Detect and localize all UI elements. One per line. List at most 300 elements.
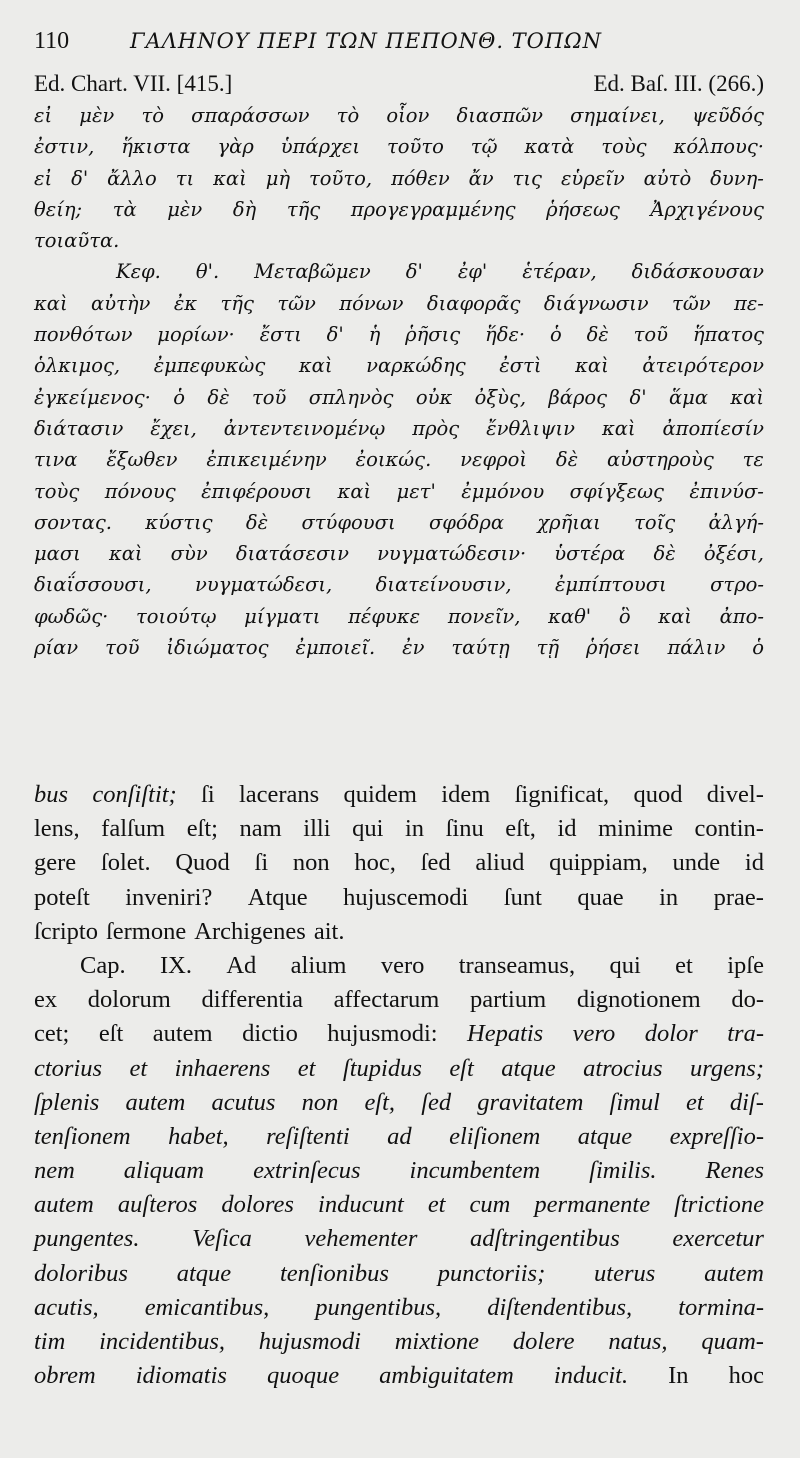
greek-word: ἑτέραν, [522,260,597,284]
greek-word: χρῆιαι [537,510,601,534]
greek-word: τῆς [220,291,254,315]
greek-word: καὶ [34,291,68,315]
greek-word: διατείνουσιν, [375,573,512,597]
latin-word: ad [387,1122,412,1150]
greek-word: πόνους [104,479,176,503]
greek-word: πάλιν [667,636,726,660]
latin-word: Hepatis [467,1020,544,1048]
page-header [34,28,764,68]
greek-word: σφόδρα [428,510,505,534]
greek-word: τοῦτο, [309,166,373,190]
latin-word: hoc, [354,849,396,877]
greek-word: ταύτῃ [451,636,510,660]
greek-word: διατάσεσιν [235,542,349,566]
latin-word: incumbentem [409,1157,541,1185]
greek-word: μετ' [396,479,436,503]
greek-word: εἰ [34,166,53,190]
latin-word: partium [469,986,547,1014]
greek-text-line [34,382,764,413]
greek-word: τοῖς [634,510,676,534]
latin-word: Ad [226,951,257,979]
latin-word: In [668,1362,689,1390]
latin-word: autem [152,1020,213,1048]
greek-word: τοὺς [601,135,647,159]
latin-word: autem [704,1259,764,1287]
greek-word: ὑστέρα [554,542,626,566]
latin-word: quippiam, [549,849,648,877]
greek-word: πε- [734,291,764,315]
greek-word: εἰ [34,104,53,127]
edition-chartier: Ed. Chart. VII. [415.] [34,71,233,96]
greek-word: τινα [34,448,78,472]
latin-text-line [34,1188,764,1222]
latin-word: quae [577,883,624,911]
greek-word: καὶ [213,166,247,190]
greek-word: ῥήσεως [546,197,620,221]
edition-basel: Ed. Baſ. III. (266.) [593,71,764,96]
latin-word: hujusmodi: [327,1020,438,1048]
latin-word: exercetur [672,1225,764,1253]
latin-word: Quod [175,849,230,877]
greek-word: ἥκιστα [121,135,191,159]
greek-word: νυγματώδεσιν· [377,542,527,566]
greek-word: ἐμπεφυκὼς [153,354,266,378]
greek-word: πόθεν [391,166,450,190]
latin-word: diſ- [729,1088,764,1116]
latin-word: ſplenis [34,1088,100,1116]
greek-word: ἐστὶ [499,354,542,378]
greek-word: δὴ [232,197,257,221]
greek-word: θ'. [195,260,220,284]
greek-word: αὐτὴν [91,291,151,315]
greek-word: νεφροὶ [460,448,527,472]
greek-word: μορίων· [157,323,235,347]
greek-word: οὐκ [415,385,453,409]
latin-word: nem [34,1157,75,1185]
latin-text-line [34,1222,764,1256]
latin-word: prae- [713,883,764,911]
greek-word: ἐπιφέρουσι [201,479,313,503]
latin-word: dolor [644,1020,698,1048]
greek-word: ἔνθλιψιν [486,416,575,440]
latin-word: ipſe [727,951,764,979]
greek-word: πονεῖν, [447,604,521,628]
latin-word: do- [731,986,764,1014]
latin-word: dictio [242,1020,298,1048]
greek-word: θείη; [34,197,83,221]
greek-word: ὁλκιμος, [34,354,121,378]
latin-word: adſtringentibus [470,1225,620,1253]
greek-word: τῷ [470,135,498,159]
greek-word: καὶ [108,542,143,566]
latin-word: vehementer [304,1225,418,1253]
greek-word: εὑρεῖν [560,166,625,190]
greek-word: καὶ [337,479,372,503]
greek-word: γὰρ [217,135,254,159]
greek-word: ἥδε· [485,323,526,347]
latin-word: atque [577,1122,633,1150]
greek-word: τοιούτῳ [136,604,217,628]
latin-word: lacerans [238,781,320,808]
latin-word: nam [239,815,282,843]
greek-word: ἀποπίεσίν [662,416,764,440]
greek-word: διασπῶν [456,104,543,127]
greek-word: ρίαν [34,636,79,660]
latin-word: permanente [534,1191,651,1219]
latin-word: Atque [247,883,308,911]
greek-word: τῆς [286,197,321,221]
latin-word: tormina- [678,1293,764,1321]
latin-word: quod [633,781,683,808]
greek-word: δὲ [586,323,609,347]
latin-word: Renes [705,1157,764,1185]
greek-word: τις [512,166,542,190]
greek-word: ὀξέσι, [703,542,764,566]
greek-word: τὸ [141,104,164,127]
greek-word: ἐγκείμενος· [34,385,151,409]
greek-word: δ' [629,385,647,409]
latin-word: et [675,951,693,979]
latin-word: et [297,1054,316,1082]
greek-word: πέφυκε [348,604,421,628]
latin-word: ſi [201,781,215,808]
latin-word: inducunt [318,1191,404,1219]
latin-word: et [129,1054,148,1082]
greek-word: τοῦ [252,385,287,409]
latin-text-line [34,1325,764,1359]
latin-word: ſed [420,849,451,877]
greek-word: διάτασιν [34,416,124,440]
greek-word: ἀτειρότερον [642,354,764,378]
latin-word: inveniri? [125,883,213,911]
greek-word: ἐοικώς. [355,448,432,472]
latin-text-line [34,983,764,1017]
latin-word: falſum [101,815,166,843]
latin-word: mixtione [394,1328,480,1355]
greek-word: μὲν [79,104,115,127]
latin-word: ſcripto [34,917,98,945]
latin-word: ſi [254,849,269,877]
edition-line [34,70,764,98]
latin-word: ambiguitatem [379,1362,514,1390]
greek-word: καὶ [730,385,764,409]
latin-word: dolorum [87,986,171,1014]
greek-word: Μεταβῶμεν [254,260,371,284]
greek-word: ἄλλο [107,166,157,190]
greek-word: ὑπάρχει [280,135,360,159]
latin-word: minime [598,815,673,843]
greek-word: σοντας. [34,510,112,534]
greek-word: διαΐσσουσι, [34,573,152,597]
greek-text-line [34,256,764,287]
greek-word: καθ' [548,604,592,628]
greek-word: ἐστιν, [34,135,95,159]
latin-word: uterus [594,1259,656,1287]
latin-word: ctorius [34,1054,103,1082]
latin-word: ſignificat, [514,781,610,808]
greek-word: σφίγξεως [569,479,664,503]
greek-text-line [34,131,764,162]
latin-text-line [34,812,764,846]
latin-text-line [34,1052,764,1086]
greek-word: πόνων [339,291,404,315]
greek-word: ῥήσει [585,636,641,660]
greek-word: ἥπατος [692,323,764,347]
greek-text-line [34,569,764,600]
latin-word: tim [34,1328,66,1355]
latin-word: non [301,1088,339,1116]
greek-word: ὁ [549,323,562,347]
latin-word: tenſionibus [280,1259,389,1287]
latin-word: conſiſtit; [92,781,177,808]
greek-word: αὐτὸ [643,166,692,190]
latin-word: habet, [168,1122,229,1150]
latin-word: ſimul [609,1088,660,1116]
greek-word: φωδῶς· [34,604,109,628]
greek-word: ὁ [752,636,764,660]
greek-word: τοὺς [34,479,80,503]
latin-text-line [34,778,764,812]
greek-text-line [34,100,764,131]
latin-text-line [34,1257,764,1291]
greek-word: μασι [34,542,81,566]
latin-word: dignotionem [576,986,701,1014]
latin-word: dolere [512,1328,575,1355]
latin-word: eſt, [505,815,536,843]
greek-text-line [34,194,764,225]
greek-word: ἔχει, [150,416,197,440]
greek-text-line [34,163,764,194]
greek-word: τὰ [112,197,137,221]
latin-word: in [404,815,425,843]
latin-word: hujuscemodi [343,883,469,911]
latin-word: differentia [201,986,304,1014]
greek-word: αὐστηροὺς [606,448,714,472]
greek-word: τε [742,448,764,472]
latin-word: idem [441,781,491,808]
latin-text-line [34,881,764,915]
greek-word: μίγματι [244,604,321,628]
latin-word: ex [34,986,58,1014]
latin-word: cum [469,1191,511,1219]
greek-text-line [34,507,764,538]
greek-word: στρο- [710,573,764,597]
latin-word: cet; [34,1020,70,1048]
greek-word: νυγματώδεσι, [194,573,333,597]
latin-word: ſtupidus [342,1054,422,1082]
latin-word: affectarum [333,986,440,1014]
latin-word: ſermone [105,917,187,945]
greek-text-line [34,350,764,381]
latin-word: aliud [475,849,525,877]
latin-word: unde [672,849,721,877]
greek-word: προγεγραμμένης [350,197,516,221]
latin-word: poteſt [34,883,90,911]
greek-word: στύφουσι [301,510,396,534]
greek-word: ἄν [468,166,494,190]
latin-word: bus [34,781,69,808]
latin-word: ſtrictione [674,1191,764,1219]
greek-word: ἐπικειμένην [206,448,327,472]
greek-word: καὶ [298,354,333,378]
running-title: ΓΑΛΗΝΟΥ ΠΕΡΙ ΤΩΝ ΠΕΠΟΝΘ. ΤΟΠΩΝ [130,29,602,53]
greek-word: ἐκ [173,291,198,315]
latin-word: atque [501,1054,556,1082]
greek-word: οἷον [386,104,430,127]
latin-word: lens, [34,815,80,843]
greek-word: τοιαῦτα. [34,229,120,253]
latin-word: Cap. [80,951,126,979]
greek-text-line [34,601,764,632]
latin-word: pungentes. [34,1225,140,1253]
greek-word: βάρος [548,385,608,409]
greek-word: πρὸς [412,416,460,440]
greek-word: ὀξὺς, [474,385,527,409]
latin-word: inhaerens [174,1054,271,1082]
latin-word: expreſſio- [669,1122,764,1150]
greek-word: καὶ [601,416,636,440]
greek-text-line [34,632,764,663]
greek-word: ἐπινύσ- [689,479,764,503]
greek-word: τι [175,166,195,190]
greek-word: ἐφ' [457,260,488,284]
greek-text-line [34,476,764,507]
greek-word: τῇ [536,636,560,660]
latin-word: emicantibus, [144,1293,270,1321]
latin-word: quam- [701,1328,764,1355]
greek-word: καὶ [575,354,609,378]
latin-word: et [427,1191,446,1219]
greek-word: δυνη- [710,166,764,190]
latin-text-line [34,1017,764,1051]
greek-word: δὲ [207,385,230,409]
latin-word: tra- [727,1020,764,1048]
greek-word: ψεῦδός [691,104,764,127]
greek-word: μὴ [265,166,291,190]
page-number: 110 [34,28,70,54]
latin-word: ſinu [445,815,484,843]
latin-word: divel- [706,781,764,808]
greek-word: τοῦ [105,636,140,660]
greek-word: δὲ [245,510,269,534]
latin-word: alium [290,951,347,979]
greek-word: σὺν [170,542,208,566]
latin-word: ſed [421,1088,452,1116]
latin-word: contin- [694,815,764,843]
latin-word: gere [34,849,77,877]
greek-word: ἀντεντεινομένῳ [223,416,386,440]
latin-text-line [34,1291,764,1325]
latin-word: atque [176,1259,232,1287]
greek-word: ἐμμόνου [461,479,545,503]
greek-text-line [34,538,764,569]
latin-word: vero [572,1020,616,1048]
greek-word: τοῦτο [386,135,444,159]
greek-word: πονθότων [34,323,133,347]
latin-word: autem [34,1191,94,1219]
greek-word: ῥῆσις [405,323,461,347]
greek-word: δ' [405,260,423,284]
latin-word: Archigenes [194,917,306,945]
latin-word: ſunt [503,883,542,911]
greek-word: τοῦ [633,323,669,347]
greek-word: ὃ [618,604,631,628]
greek-word: διάγνωσιν [543,291,649,315]
latin-word: quidem [343,781,417,808]
latin-word: diſtendentibus, [487,1293,633,1321]
greek-word: ναρκώδης [366,354,466,378]
greek-word: δ' [71,166,89,190]
latin-word: dolores [221,1191,294,1219]
greek-text-line [34,444,764,475]
latin-word: vero [380,951,425,979]
latin-word: et [686,1088,704,1116]
greek-word: σημαίνει, [570,104,665,127]
greek-word: κύστις [145,510,213,534]
latin-text-block [34,778,764,1393]
latin-word: incidentibus, [99,1328,225,1355]
greek-word: ἀλγή- [708,510,764,534]
greek-word: τῶν [277,291,316,315]
latin-word: tenſionem [34,1122,131,1150]
latin-word: ſimilis. [589,1157,657,1185]
greek-word: ἡ [368,323,381,347]
latin-word: atrocius [583,1054,663,1082]
latin-word: IX. [159,951,192,979]
latin-word: quoque [266,1362,340,1390]
latin-word: hujusmodi [258,1328,361,1355]
latin-text-line [34,1120,764,1154]
latin-word: illi [303,815,331,843]
latin-text-line [34,846,764,880]
greek-text-line [34,319,764,350]
latin-word: acutus [211,1088,276,1116]
greek-word: δὲ [555,448,579,472]
latin-word: qui [609,951,641,979]
latin-word: inducit. [553,1362,629,1390]
greek-word: ἐμποιεῖ. [295,636,376,660]
greek-word: ὁ [173,385,186,409]
greek-word: Κεφ. [116,260,161,284]
greek-text-block [34,100,764,663]
latin-word: idiomatis [135,1362,227,1390]
latin-word: acutis, [34,1293,99,1321]
greek-text-line [34,225,764,256]
greek-word: τῶν [672,291,711,315]
greek-word: μὲν [167,197,203,221]
greek-word: καὶ [658,604,692,628]
latin-word: extrinſecus [253,1157,361,1185]
latin-word: eſt; [186,815,218,843]
greek-word: δὲ [653,542,676,566]
latin-text-line [34,915,764,949]
greek-text-line [34,288,764,319]
latin-text-line [34,949,764,983]
greek-word: κατὰ [524,135,575,159]
latin-word: autem [125,1088,186,1116]
latin-word: transeamus, [458,951,576,979]
greek-word: ἀπο- [719,604,764,628]
greek-word: ἅμα [668,385,708,409]
latin-text-line [34,1359,764,1393]
latin-word: obrem [34,1362,96,1390]
latin-word: natus, [608,1328,668,1355]
latin-word: aliquam [123,1157,205,1185]
latin-word: id [557,815,577,843]
greek-word: τὸ [336,104,360,127]
latin-word: eſt [98,1020,124,1048]
greek-word: ἔξωθεν [106,448,178,472]
